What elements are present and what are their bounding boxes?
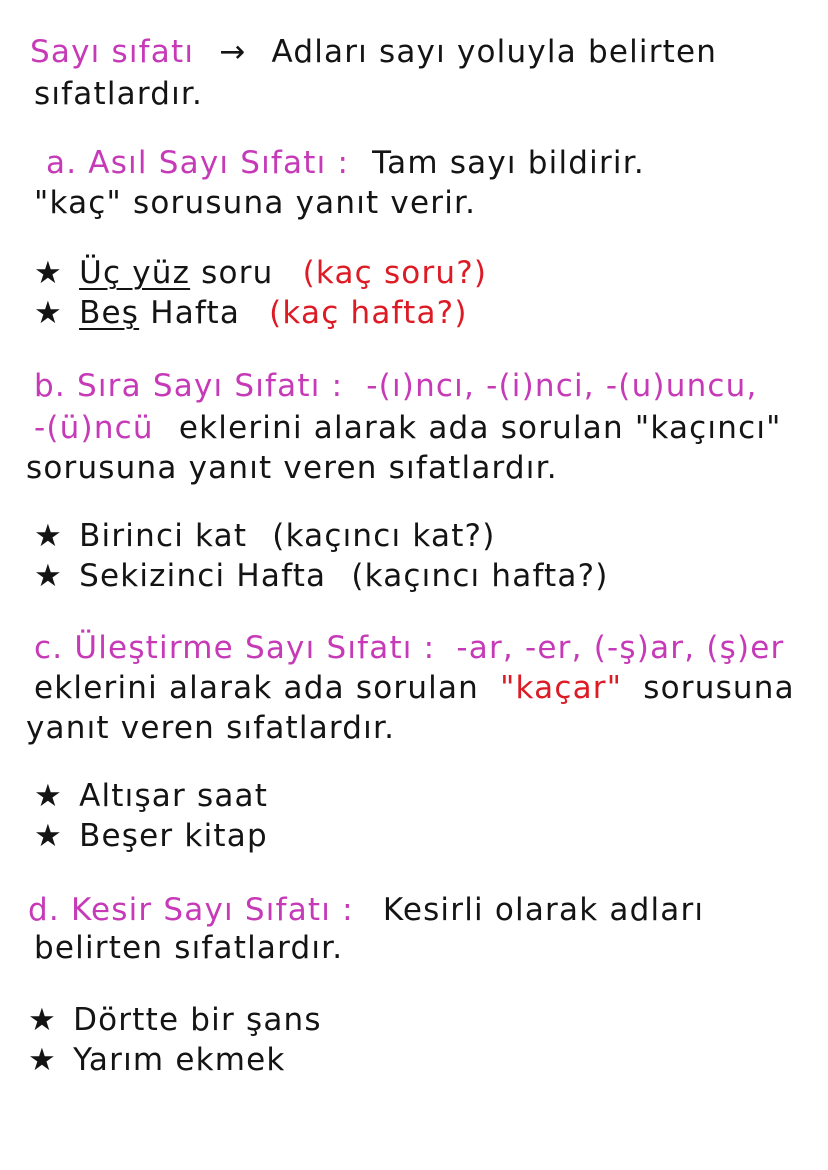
- intro-term: Sayı sıfatı: [30, 34, 195, 70]
- section-a-desc-2: "kaç" sorusuna yanıt verir.: [34, 185, 477, 221]
- arrow-icon: →: [219, 34, 247, 70]
- star-icon: ★: [34, 295, 63, 331]
- section-d-example-1: [28, 1002, 322, 1038]
- star-icon: ★: [28, 1042, 57, 1078]
- section-a-heading: a. Asıl Sayı Sıfatı :: [46, 145, 350, 181]
- section-b-desc-2: eklerini alarak ada sorulan "kaçıncı": [178, 410, 782, 446]
- star-icon: ★: [34, 818, 63, 854]
- section-c-line-2: [34, 670, 795, 706]
- example-phrase: Yarım ekmek: [73, 1042, 286, 1078]
- example-phrase: Altışar saat: [79, 778, 269, 814]
- section-a-line-1: [46, 145, 645, 181]
- example-phrase: Beşer kitap: [79, 818, 268, 854]
- example-phrase: Dörtte bir şans: [73, 1002, 322, 1038]
- section-b-example-1: [34, 518, 496, 554]
- star-icon: ★: [34, 518, 63, 554]
- intro-definition-2: sıfatlardır.: [34, 76, 204, 112]
- section-b-example-2: [34, 558, 609, 594]
- section-a-example-2: [34, 295, 468, 331]
- star-icon: ★: [34, 778, 63, 814]
- section-c-example-2: [34, 818, 268, 854]
- section-c-example-1: [34, 778, 268, 814]
- example-question: (kaçıncı kat?): [272, 518, 496, 554]
- section-d-line-1: [28, 892, 704, 928]
- section-c-keyword: "kaçar": [500, 670, 623, 706]
- example-question: (kaç soru?): [302, 255, 488, 291]
- section-b-heading: b. Sıra Sayı Sıfatı :: [34, 368, 344, 404]
- section-b-line-1: [34, 368, 758, 404]
- section-c-desc-2: eklerini alarak ada sorulan: [34, 670, 480, 706]
- section-c-desc-3: yanıt veren sıfatlardır.: [26, 710, 396, 746]
- example-phrase: soru: [190, 255, 274, 291]
- example-question: (kaç hafta?): [269, 295, 468, 331]
- section-d-desc-2: belirten sıfatlardır.: [34, 930, 344, 966]
- section-c-heading: c. Üleştirme Sayı Sıfatı :: [34, 630, 436, 666]
- section-c-suffixes: -ar, -er, (-ş)ar, (ş)er: [456, 630, 785, 666]
- section-a-desc-1: Tam sayı bildirir.: [372, 145, 645, 181]
- section-b-suffixes-2: -(ü)ncü: [34, 410, 154, 446]
- example-phrase: Birinci kat: [79, 518, 248, 554]
- star-icon: ★: [28, 1002, 57, 1038]
- star-icon: ★: [34, 255, 63, 291]
- example-phrase: Sekizinci Hafta: [79, 558, 327, 594]
- section-b-suffixes-1: -(ı)ncı, -(i)nci, -(u)uncu,: [366, 368, 758, 404]
- section-d-desc-1: Kesirli olarak adları: [382, 892, 705, 928]
- section-b-line-2: [34, 410, 782, 446]
- section-d-heading: d. Kesir Sayı Sıfatı :: [28, 892, 354, 928]
- example-phrase-underlined: Üç yüz: [79, 255, 191, 291]
- example-question: (kaçıncı hafta?): [351, 558, 609, 594]
- section-b-desc-3: sorusuna yanıt veren sıfatlardır.: [26, 450, 558, 486]
- intro-line-1: [30, 34, 717, 70]
- section-c-line-1: [34, 630, 784, 666]
- intro-definition-1: Adları sayı yoluyla belirten: [271, 34, 718, 70]
- example-phrase-underlined: Beş: [79, 295, 140, 331]
- star-icon: ★: [34, 558, 63, 594]
- section-d-example-2: [28, 1042, 286, 1078]
- example-phrase: Hafta: [139, 295, 241, 331]
- section-a-example-1: [34, 255, 487, 291]
- section-c-desc-2-end: sorusuna: [643, 670, 795, 706]
